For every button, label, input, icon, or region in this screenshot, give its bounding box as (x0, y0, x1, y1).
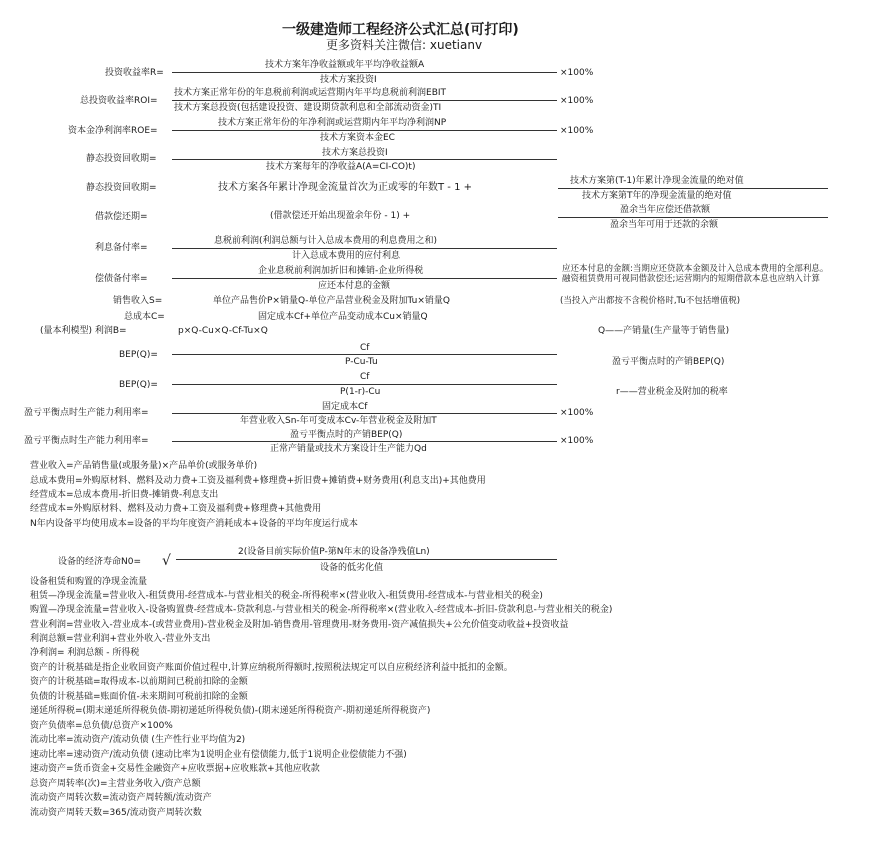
fraction-line (558, 217, 828, 218)
fraction-line (172, 72, 557, 73)
fraction-line (172, 413, 557, 414)
text-line-5: N年内设备平均使用成本=设备的平均年度资产消耗成本+设备的平均年度运行成本 (30, 519, 358, 529)
roi-multiplier: ×100% (560, 68, 594, 78)
bep-rate1-label: 盈亏平衡点时生产能力利用率= (24, 408, 149, 418)
profit-expr: p×Q-Cu×Q-Cf-Tu×Q (178, 326, 268, 336)
econ-life-numerator: 2(设备目前实际价值P-第N年末的设备净残值Ln) (238, 547, 430, 557)
text-line-14: 负债的计税基础=账面价值-未来期间可税前扣除的金额 (30, 692, 248, 702)
text-line-8: 购置—净现金流量=营业收入-设备购置费-经营成本-贷款利息-与营业相关的税金-所得税率×(营业收入-经营成本-折旧-贷款利息-与营业相关的税金) (30, 605, 613, 615)
interest-coverage-denominator: 计入总成本费用的应付利息 (292, 251, 401, 261)
bep1-numerator: Cf (360, 343, 370, 353)
fraction-line (172, 159, 557, 160)
text-line-16: 资产负债率=总负债/总资产×100% (30, 721, 173, 731)
text-line-22: 流动资产周转天数=365/流动资产周转次数 (30, 808, 202, 818)
econ-life-label: 设备的经济寿命N0= (58, 557, 141, 567)
roi-denominator: 技术方案投资I (320, 75, 377, 85)
total-roi-numerator: 技术方案正常年份的年息税前利润或运营期内年平均息税前利润EBIT (174, 88, 447, 98)
repay-main: (借款偿还开始出现盈余年份 - 1) + (270, 211, 411, 221)
text-line-1: 营业收入=产品销售量(或服务量)×产品单价(或服务单价) (30, 461, 258, 471)
text-line-13: 资产的计税基础=取得成本-以前期间已税前扣除的金额 (30, 677, 248, 687)
repay-denominator: 盈余当年可用于还款的余额 (610, 220, 719, 230)
fraction-line (172, 100, 557, 101)
total-roi-multiplier: ×100% (560, 96, 594, 106)
fraction-line (172, 354, 557, 355)
roi-label: 投资收益率R= (105, 68, 164, 78)
payback1-label: 静态投资回收期= (86, 154, 157, 164)
repay-numerator: 盈余当年应偿还借款额 (620, 205, 711, 215)
roe-label: 资本金净利润率ROE= (68, 126, 158, 136)
text-line-7: 租赁—净现金流量=营业收入-租赁费用-经营成本-与营业相关的税金-所得税率×(营业收入-租赁费用-经营成本-与营业相关的税金) (30, 591, 543, 601)
payback1-numerator: 技术方案总投资I (322, 148, 388, 158)
profit-label: (量本利模型) 利润B= (40, 326, 127, 336)
payback2-main: 技术方案各年累计净现金流量首次为正或零的年数T - 1 + (218, 182, 472, 193)
fraction-line (558, 188, 828, 189)
bep-rate2-denominator: 正常产销量或技术方案设计生产能力Qd (270, 444, 427, 454)
bep2-numerator: Cf (360, 372, 370, 382)
bep-rate2-label: 盈亏平衡点时生产能力利用率= (24, 436, 149, 446)
text-line-19: 速动资产=货币资金+交易性金融资产+应收票据+应收账款+其他应收款 (30, 764, 320, 774)
text-line-2: 总成本费用=外购原材料、燃料及动力费+工资及福利费+修理费+折旧费+摊销费+财务费用(利息支出)+其他费用 (30, 476, 486, 486)
roe-multiplier: ×100% (560, 126, 594, 136)
text-line-12: 资产的计税基础是指企业收回资产账面价值过程中,计算应纳税所得额时,按照税法规定可以自应税经济利益中抵扣的金额。 (30, 663, 513, 673)
text-line-21: 流动资产周转次数=流动资产周转额/流动资产 (30, 793, 212, 803)
text-line-3: 经营成本=总成本费用-折旧费-摊销费-利息支出 (30, 490, 219, 500)
total-roi-denominator: 技术方案总投资(包括建设投资、建设期贷款利息和全部流动资金)TI (174, 103, 442, 113)
bep1-label: BEP(Q)= (119, 350, 158, 360)
roi-numerator: 技术方案年净收益额或年平均净收益额A (265, 60, 425, 70)
sqrt-icon: √ (162, 553, 171, 569)
debt-coverage-label: 偿债备付率= (95, 274, 148, 284)
text-line-18: 速动比率=速动资产/流动负债 (速动比率为1说明企业有偿债能力,低于1说明企业偿债能力不强) (30, 750, 407, 760)
payback2-numerator: 技术方案第(T-1)年累计净现金流量的绝对值 (570, 176, 744, 186)
fraction-line (176, 559, 557, 560)
sales-expr: 单位产品售价P×销量Q-单位产品营业税金及附加Tu×销量Q (213, 296, 451, 306)
debt-coverage-numerator: 企业息税前利润加折旧和摊销-企业所得税 (258, 266, 424, 276)
cost-expr: 固定成本Cf+单位产品变动成本Cu×销量Q (258, 312, 428, 322)
text-line-6: 设备租赁和购置的净现金流量 (30, 577, 148, 587)
bep-rate1-multiplier: ×100% (560, 408, 594, 418)
text-line-4: 经营成本=外购原材料、燃料及动力费+工资及福利费+修理费+其他费用 (30, 504, 322, 514)
fraction-line (172, 278, 557, 279)
cost-label: 总成本C= (124, 312, 165, 322)
bep1-note: 盈亏平衡点时的产销BEP(Q) (612, 357, 725, 367)
roe-denominator: 技术方案资本金EC (320, 133, 395, 143)
debt-coverage-note: 应还本付息的金额:当期应还贷款本金额及计入总成本费用的全部利息。融资租赁费用可视同借款偿还;运营期内的短期借款本息也应纳入计算 (562, 264, 829, 284)
text-line-17: 流动比率=流动资产/流动负债 (生产性行业平均值为2) (30, 735, 246, 745)
econ-life-denominator: 设备的低劣化值 (320, 563, 384, 573)
text-line-9: 营业利润=营业收入-营业成本-(或营业费用)-营业税金及附加-销售费用-管理费用-财务费用-资产减值损失+公允价值变动收益+投资收益 (30, 620, 569, 630)
profit-note: Q——产销量(生产量等于销售量) (598, 326, 730, 336)
bep-rate1-denominator: 年营业收入Sn-年可变成本Cv-年营业税金及附加T (240, 416, 437, 426)
repay-label: 借款偿还期= (95, 212, 148, 222)
payback2-label: 静态投资回收期= (86, 183, 157, 193)
text-line-10: 利润总额=营业利润+营业外收入-营业外支出 (30, 634, 211, 644)
page-title: 一级建造师工程经济公式汇总(可打印) (282, 22, 519, 38)
bep-rate2-numerator: 盈亏平衡点时的产销BEP(Q) (290, 430, 403, 440)
total-roi-label: 总投资收益率ROI= (80, 96, 158, 106)
text-line-11: 净利润= 利润总额 - 所得税 (30, 648, 140, 658)
bep2-label: BEP(Q)= (119, 380, 158, 390)
text-line-15: 递延所得税=(期末递延所得税负债-期初递延所得税负债)-(期末递延所得税资产-期初递延所得税资产) (30, 706, 431, 716)
fraction-line (172, 384, 557, 385)
interest-coverage-numerator: 息税前利润(利润总额与计入总成本费用的利息费用之和) (214, 236, 438, 246)
sales-label: 销售收入S= (113, 296, 163, 306)
debt-coverage-denominator: 应还本付息的金额 (318, 281, 391, 291)
bep-rate1-numerator: 固定成本Cf (322, 402, 368, 412)
sales-note: (当投入产出都按不含税价格时,Tu不包括增值税) (560, 296, 741, 306)
payback1-denominator: 技术方案每年的净收益A(A=CI-CO)t) (266, 162, 416, 172)
payback2-denominator: 技术方案第T年的净现金流量的绝对值 (582, 191, 732, 201)
bep2-note: r——营业税金及附加的税率 (616, 387, 728, 397)
roe-numerator: 技术方案正常年份的年净利润或运营期内年平均净利润NP (218, 118, 447, 128)
bep-rate2-multiplier: ×100% (560, 436, 594, 446)
bep2-denominator: P(1-r)-Cu (340, 387, 381, 397)
fraction-line (172, 248, 557, 249)
interest-coverage-label: 利息备付率= (95, 243, 148, 253)
text-line-20: 总资产周转率(次)=主营业务收入/资产总额 (30, 779, 201, 789)
fraction-line (172, 130, 557, 131)
bep1-denominator: P-Cu-Tu (345, 357, 378, 367)
page-subtitle: 更多资料关注微信: xuetianv (326, 38, 483, 52)
fraction-line (172, 441, 557, 442)
